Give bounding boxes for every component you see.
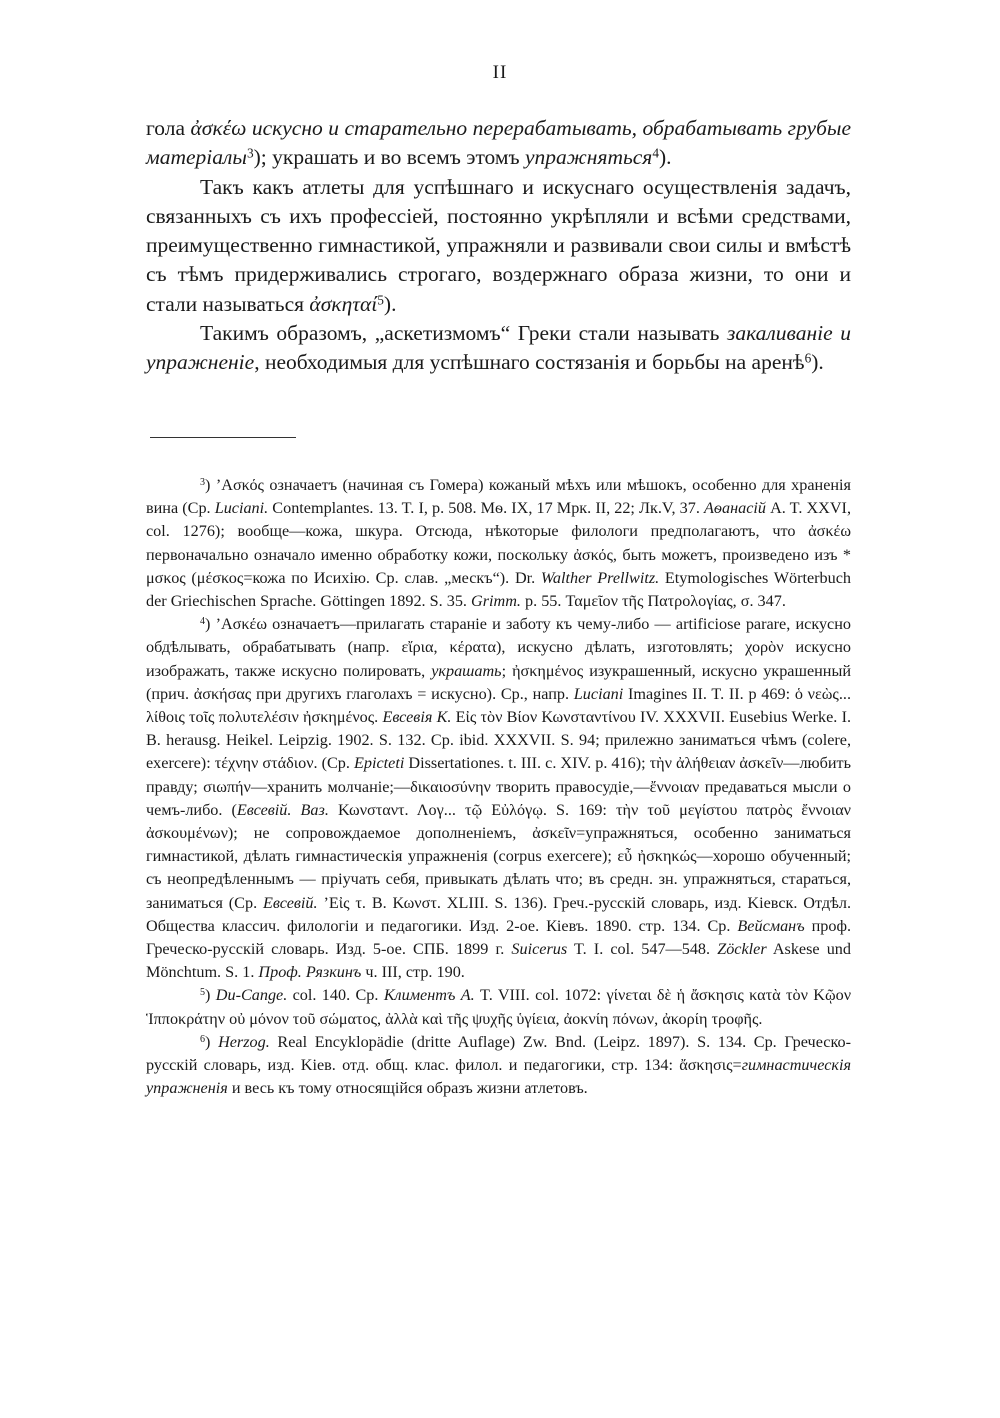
footnote-5: $^5$) Du-Cange. col. 140. Ср. Климентъ А. T. VIII. col. 1072: γίνεται δὲ ἡ ἄσκησις κατὰ τὸν Κῷον Ἱπποκράτην οὐ μόνον τοῦ σώματος, ἀλλὰ καὶ τῆς ψυχῆς ὑγίεια, ἀοκνίη πόνων, ἀκορίη τροφῆς. bbox=[146, 986, 852, 1028]
paragraph-3: Такимъ образомъ, „аскетизмомъ“ Греки стали называть закаливаніе и упражненіе, необходимыя для успѣшнаго состязанія и борьбы на аренѣ$^6$). bbox=[146, 321, 852, 375]
footnote-ref-5: 5 bbox=[377, 292, 384, 308]
main-text bbox=[146, 114, 851, 378]
footnote-3: $^3$) ’Ασκός означаетъ (начиная съ Гомера) кожаный мѣхъ или мѣшокъ, особенно для храненія вина (Ср. Luciani. Contemplantes. 13. T. I, p. 508. Мѳ. IX, 17 Мрк. II, 22; Лк.V, 37. Аѳанасій A. T. XXVI, col. 1276); вообще—кожа, шкура. Отсюда, нѣкоторые филологи предполагаютъ, что ἀσκέω первоначально означало именно обработку кожи, поскольку ἀσκός, быть можетъ, произведено изъ * μσκος (μέσκος=кожа по Исихію. Ср. слав. „мескъ“). Dr. Walther Prellwitz. Etymologisches Wörterbuch der Griechischen Sprache. Göttingen 1892. S. 35. Grimm. p. 55. Ταμεῖον τῆς Πατρολογίας, σ. 347. bbox=[146, 476, 852, 611]
page-number: II bbox=[492, 62, 508, 83]
paragraph-1: гола ἀσκέω искусно и старательно перерабатывать, обрабатывать грубые матеріалы$^3$); украшать и во всемъ этомъ упражняться$^4$). bbox=[146, 116, 851, 170]
footnote-ref-3: 3 bbox=[246, 145, 254, 161]
footnotes bbox=[146, 474, 851, 1100]
footnote-separator bbox=[150, 437, 296, 438]
footnote-ref-4: 4 bbox=[652, 145, 659, 161]
footnote-4: $^4$) ’Ασκέω означаетъ—прилагать стараніе и заботу къ чему-либо — artificiose parare, искусно обдѣлывать, обрабатывать (напр. εἴρια, κέρατα), искусно дѣлать, изготовлять; χορὸν искусно изображать, также искусно полировать, украшать; ἠσκημένος изукрашенный, искусно украшенный (прич. ἀσκήσας при другихъ глаголахъ = искусно). Ср., напр. Luciani Imagines II. T. II. p 469: ὁ νεὼς... λίθοις τοῖς πολυτελέσιν ἠσκημένος. Евсевія К. Εἰς τὸν Βίον Κωνσταντίνου IV. XXXVII. Eusebius Werke. I. B. herausg. Heikel. Leipzig. 1902. S. 132. Ср. ibid. XXXVII. S. 94; прилежно заниматься чѣмъ (colere, exercere): τέχνην στάδιον. (Ср. Epicteti Dissertationes. t. III. c. XIV. p. 416); τὴν ἀλήθειαν ἀσκεῖν—любить правду; σιωπήν—хранить молчаніе;—δικαιοσύνην творить правосудіе,—ἔννοιαν предаваться мысли о чемъ-либо. (Евсевій. Ваз. Κωνσταντ. Λογ... τῷ Εὐλόγῳ. S. 169: τὴν τοῦ μεγίστου πατρὸς ἔννοιαν ἀσκουμένων); не сопровождаемое дополненіемъ, ἀσκεῖν=упражняться, особенно заниматься гимнастикой, дѣлать гимнастическія упражненія (corpus exercere); εὖ ἠσκηκώς—хорошо обученный; съ неопредѣленнымъ — пріучать себя, привыкать дѣлать что; въ средн. зн. упражняться, стараться, заниматься (Ср. Евсевій. ’Εἰς τ. В. Κωνστ. XLIII. S. 136). Греч.-русскій словарь, изд. Kiевск. Отдѣл. Общества классич. филологіи и педагогики. Изд. 2-ое. Кіевъ. 1890. стр. 134. Ср. Вейсманъ проф. Греческо-русскій словарь. Изд. 5-ое. СПБ. 1899 г. Suicerus T. I. col. 547—548. Zöckler Askese und Mönchtum. S. 1. Проф. Рязкинъ ч. III, стр. 190. bbox=[146, 615, 852, 982]
paragraph-2: Такъ какъ атлеты для успѣшнаго и искуснаго осуществленія задачъ, связанныхъ съ ихъ профессіей, постоянно укрѣпляли и всѣми средствами, преимущественно гимнастикой, упражняли и развивали свои силы и вмѣстѣ съ тѣмъ придерживались строгаго, воздержнаго образа жизни, то они и стали называться ἀσκηταί$^5$). bbox=[146, 174, 851, 316]
footnote-ref-6: 6 bbox=[804, 350, 812, 366]
footnote-6: $^6$) Herzog. Real Encyklopädie (dritte Auflage) Zw. Bnd. (Leipz. 1897). S. 134. Ср. Греческо-русскій словарь, изд. Kiев. отд. общ. клас. филол. и педагогики, стр. 134: ἄσκησις=гимнастическія упражненія и весь къ тому относящійся образъ жизни атлетовъ. bbox=[146, 1032, 852, 1098]
